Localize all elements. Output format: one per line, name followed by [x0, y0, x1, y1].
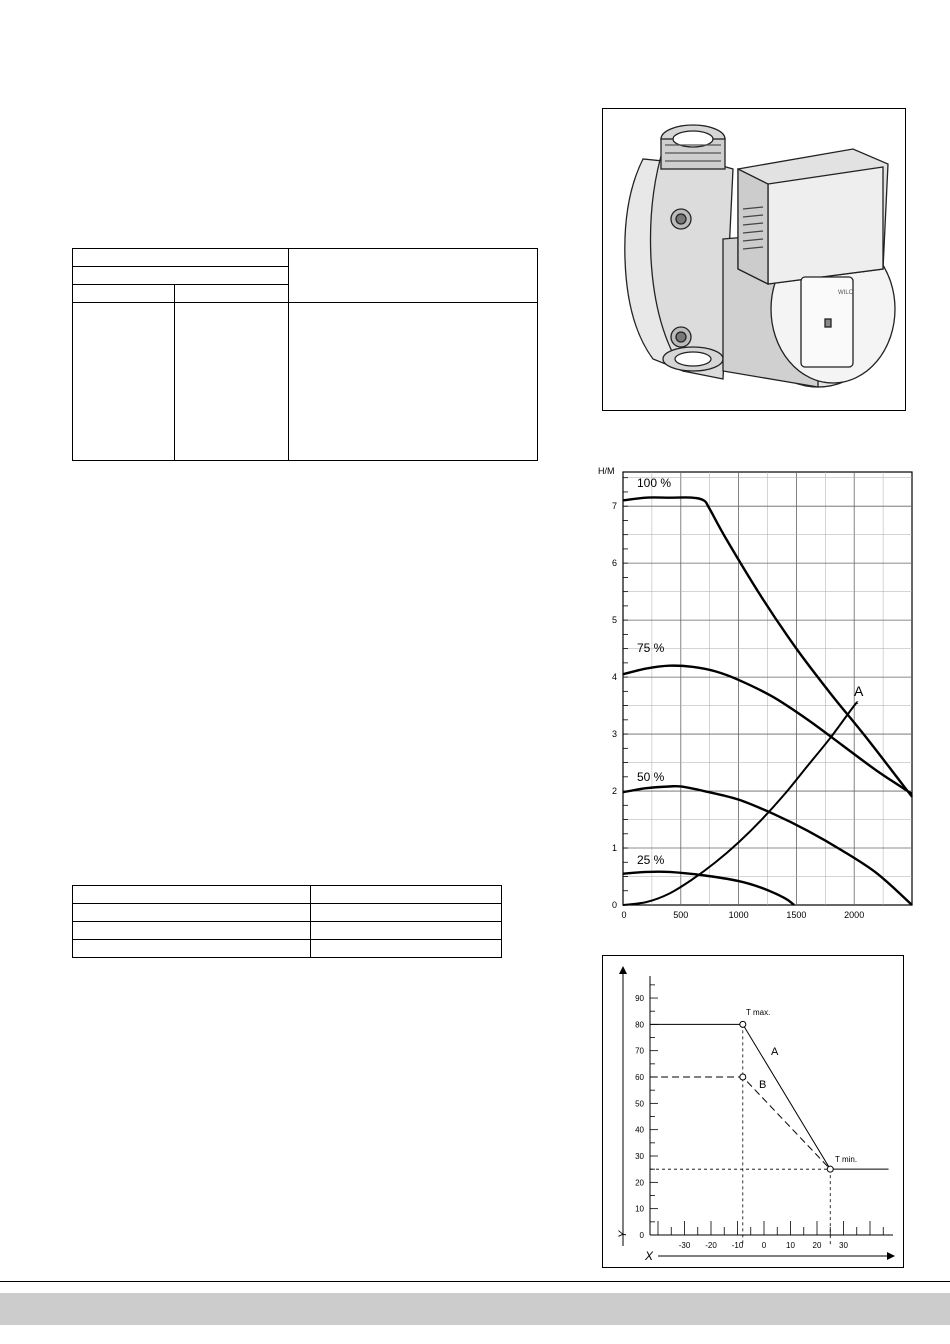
x-tick-label: 500	[673, 910, 689, 920]
x-tick-label: 20	[812, 1241, 822, 1250]
table-cell	[289, 303, 538, 461]
dashed-guide-lines	[650, 1024, 830, 1245]
line-a-label: A	[771, 1046, 779, 1058]
y-tick-label: 70	[635, 1046, 644, 1056]
table-cell	[73, 886, 311, 904]
table-cell	[73, 267, 289, 285]
tmax-label: T max.	[746, 1008, 771, 1017]
x-tick-label: 0	[621, 910, 627, 920]
x-tick-label: 2000	[844, 910, 865, 920]
table-cell	[73, 904, 311, 922]
y-tick-label: 3	[611, 729, 617, 740]
y-tick-label: 30	[635, 1152, 644, 1162]
heating-curve-frame	[602, 955, 904, 1268]
heating-line-a	[650, 1024, 889, 1169]
table-cell	[175, 303, 289, 461]
axis-ticks	[650, 985, 883, 1235]
table-cell	[73, 249, 289, 267]
y-tick-label: 2	[611, 786, 617, 797]
y-tick-label: 0	[611, 900, 617, 910]
table-cell	[311, 940, 502, 958]
table-cell	[311, 904, 502, 922]
label-50-percent: 50 %	[637, 770, 665, 784]
x-tick-label: 30	[839, 1241, 848, 1250]
label-75-percent: 75 %	[637, 641, 665, 655]
y-tick-label: 6	[611, 558, 617, 569]
grid-lines	[623, 472, 912, 905]
system-curve-a	[623, 702, 858, 905]
x-tick-label: -20	[705, 1241, 717, 1250]
y-axis-label: H/M	[598, 466, 615, 476]
line-b-label: B	[759, 1079, 767, 1091]
heating-curve-chart	[603, 956, 903, 1267]
tmax-point	[740, 1021, 746, 1027]
label-system-a: A	[854, 683, 864, 699]
y-tick-label: 40	[635, 1125, 644, 1135]
y-tick-label: 80	[635, 1020, 644, 1030]
label-25-percent: 25 %	[637, 853, 665, 867]
svg-text:WILO: WILO	[838, 290, 854, 296]
x-tick-label: -30	[678, 1241, 691, 1250]
tmin-label: T min.	[835, 1155, 858, 1164]
table-cell	[73, 303, 175, 461]
y-tick-label: 7	[611, 501, 617, 512]
y-tick-label: 90	[635, 994, 644, 1004]
pump-performance-chart	[590, 462, 920, 924]
x-tick-labels	[621, 910, 864, 920]
circulator-pump-illustration	[603, 109, 905, 410]
table-cell	[289, 249, 538, 303]
spec-table-bottom	[72, 885, 502, 958]
table-cell	[311, 886, 502, 904]
x-tick-label: -10	[731, 1241, 744, 1250]
x-tick-labels	[679, 1241, 849, 1250]
label-100-percent: 100 %	[637, 476, 672, 490]
b-start-point	[740, 1074, 746, 1080]
table-cell	[73, 285, 175, 303]
y-axis-label: Y	[617, 1230, 629, 1238]
x-tick-label: 1000	[728, 910, 749, 920]
spec-table-top	[72, 248, 538, 461]
y-tick-label: 5	[611, 615, 617, 626]
y-tick-label: 0	[639, 1231, 644, 1240]
y-tick-labels	[612, 501, 617, 910]
tmin-point	[827, 1166, 833, 1172]
table-cell	[175, 285, 289, 303]
heating-line-b	[650, 1077, 830, 1169]
x-tick-label: 10	[786, 1241, 795, 1250]
table-cell	[311, 922, 502, 940]
table-cell	[73, 940, 311, 958]
y-tick-labels	[635, 994, 644, 1240]
x-tick-label: 0	[761, 1241, 767, 1250]
y-tick-label: 10	[635, 1204, 644, 1214]
footer-band	[0, 1293, 950, 1325]
footer-rule	[0, 1281, 950, 1282]
x-tick-label: 1500	[786, 910, 807, 920]
pump-illustration-frame	[602, 108, 906, 411]
table-cell	[73, 922, 311, 940]
y-tick-label: 4	[611, 672, 617, 683]
y-tick-label: 20	[635, 1178, 644, 1188]
y-tick-label: 1	[611, 843, 617, 854]
x-axis-label: X	[645, 1249, 654, 1263]
y-tick-label: 60	[635, 1073, 644, 1083]
y-tick-label: 50	[635, 1099, 644, 1109]
